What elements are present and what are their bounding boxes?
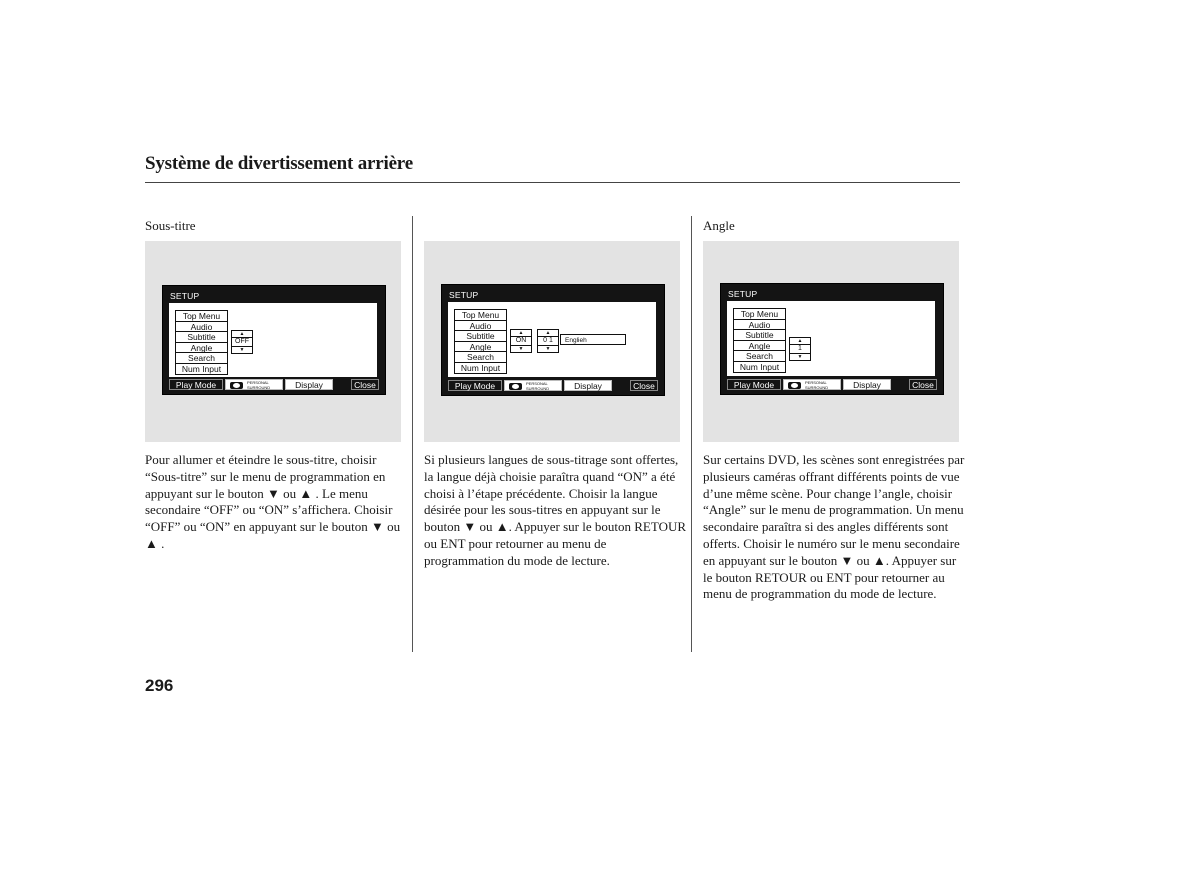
- arrow-up-icon[interactable]: ▲: [232, 331, 252, 338]
- personal-surround-label: PERSONAL SURROUND: [526, 381, 550, 391]
- subtitle-language-field: Englieh: [560, 334, 626, 345]
- title-rule: [145, 182, 960, 183]
- screen-panel: [727, 301, 935, 376]
- arrow-up-icon[interactable]: ▲: [511, 330, 531, 337]
- menu-item-search[interactable]: Search: [176, 353, 227, 364]
- menu-item-top-menu[interactable]: Top Menu: [176, 311, 227, 322]
- column-divider-left: [412, 216, 413, 652]
- figure-subtitle-setup: [145, 241, 401, 442]
- arrow-down-icon[interactable]: ▼: [790, 353, 810, 360]
- menu-item-search[interactable]: Search: [455, 352, 506, 363]
- display-button[interactable]: Display: [843, 379, 891, 390]
- body-text-subtitle: Pour allumer et éteindre le sous-titre, choisir “Sous-titre” sur le menu de programmation en appuyant sur le bouton ▼ ou ▲ . Le menu secondaire “OFF” ou “ON” s’affichera. Choisir “OFF” ou “ON” en appuyant sur le bouton ▼ ou ▲ .: [145, 452, 401, 551]
- subtitle-number-spinner[interactable]: [537, 329, 559, 353]
- personal-surround-button[interactable]: [504, 380, 562, 391]
- close-button[interactable]: Close: [630, 380, 658, 391]
- menu-item-angle[interactable]: Angle: [734, 341, 785, 352]
- menu-item-audio[interactable]: Audio: [176, 322, 227, 333]
- screen-title: SETUP: [170, 291, 200, 301]
- setup-menu: [454, 309, 507, 374]
- body-text-subtitle-language: Si plusieurs langues de sous-titrage sont offertes, la langue déjà choisie paraîtra quand “ON” a été choisi à l’étape précédente. Choisir la langue désirée pour les sous-titres en appuyant sur le bouton ▼ ou ▲. Appuyer sur le bouton RETOUR ou ENT pour retourner au menu de programmation du mode de lecture.: [424, 452, 687, 568]
- play-mode-button[interactable]: Play Mode: [169, 379, 223, 390]
- subtitle-onoff-spinner[interactable]: [510, 329, 532, 353]
- menu-item-num-input[interactable]: Num Input: [460, 362, 501, 373]
- body-text-angle: Sur certains DVD, les scènes sont enregistrées par plusieurs caméras offrant différents points de vue d’une même scène. Pour change l’angle, choisir “Angle” sur le menu de programmation. Un menu secondaire paraîtra si des angles différents sont offerts. Choisir le numéro sur le menu secondaire en appuyant sur le bouton ▼ ou ▲. Appuyer sur le bouton RETOUR ou ENT pour retourner au menu de programmation du mode de lecture.: [703, 452, 965, 602]
- screen-panel: [169, 303, 377, 377]
- menu-item-subtitle[interactable]: Subtitle: [176, 332, 227, 343]
- page-title: Système de divertissement arrière: [145, 153, 413, 174]
- surround-icon: [788, 382, 801, 389]
- screen-title: SETUP: [449, 290, 479, 300]
- menu-item-subtitle[interactable]: Subtitle: [734, 330, 785, 341]
- menu-item-audio[interactable]: Audio: [455, 321, 506, 332]
- arrow-down-icon[interactable]: ▼: [511, 345, 531, 352]
- setup-menu: [175, 310, 228, 375]
- spinner-value: 1: [798, 345, 802, 352]
- page-number: 296: [145, 676, 174, 695]
- play-mode-button[interactable]: Play Mode: [448, 380, 502, 391]
- figure-subtitle-language: [424, 241, 680, 442]
- screen-bottom-bar: [727, 379, 937, 391]
- subtitle-onoff-spinner[interactable]: [231, 330, 253, 354]
- display-button[interactable]: Display: [564, 380, 612, 391]
- figure-angle-setup: [703, 241, 959, 442]
- close-button[interactable]: Close: [351, 379, 379, 390]
- angle-number-spinner[interactable]: [789, 337, 811, 361]
- setup-screen: [720, 283, 944, 395]
- spinner-value: ON: [515, 337, 527, 344]
- menu-item-num-input[interactable]: Num Input: [181, 363, 222, 374]
- column-divider-right: [691, 216, 692, 652]
- section-label-angle: Angle: [703, 218, 735, 233]
- screen-title: SETUP: [728, 289, 758, 299]
- menu-item-angle[interactable]: Angle: [176, 343, 227, 354]
- arrow-down-icon[interactable]: ▼: [232, 346, 252, 353]
- arrow-up-icon[interactable]: ▲: [790, 338, 810, 345]
- menu-item-top-menu[interactable]: Top Menu: [734, 309, 785, 320]
- setup-menu: [733, 308, 786, 373]
- menu-item-top-menu[interactable]: Top Menu: [455, 310, 506, 321]
- screen-panel: [448, 302, 656, 377]
- surround-icon: [230, 382, 243, 389]
- screen-bottom-bar: [448, 380, 658, 392]
- personal-surround-button[interactable]: [225, 379, 283, 390]
- personal-surround-label: PERSONAL SURROUND: [805, 380, 829, 390]
- spinner-value: 0 1: [543, 337, 553, 344]
- spinner-value: OFF: [235, 338, 249, 345]
- menu-item-angle[interactable]: Angle: [455, 342, 506, 353]
- arrow-up-icon[interactable]: ▲: [538, 330, 558, 337]
- display-button[interactable]: Display: [285, 379, 333, 390]
- setup-screen: [162, 285, 386, 395]
- arrow-down-icon[interactable]: ▼: [538, 345, 558, 352]
- menu-item-subtitle[interactable]: Subtitle: [455, 331, 506, 342]
- surround-icon: [509, 383, 522, 390]
- menu-item-audio[interactable]: Audio: [734, 320, 785, 331]
- menu-item-num-input[interactable]: Num Input: [739, 361, 780, 372]
- play-mode-button[interactable]: Play Mode: [727, 379, 781, 390]
- setup-screen: [441, 284, 665, 396]
- menu-item-search[interactable]: Search: [734, 351, 785, 362]
- screen-bottom-bar: [169, 379, 379, 391]
- close-button[interactable]: Close: [909, 379, 937, 390]
- personal-surround-button[interactable]: [783, 379, 841, 390]
- section-label-subtitle: Sous-titre: [145, 218, 196, 233]
- personal-surround-label: PERSONAL SURROUND: [247, 380, 271, 390]
